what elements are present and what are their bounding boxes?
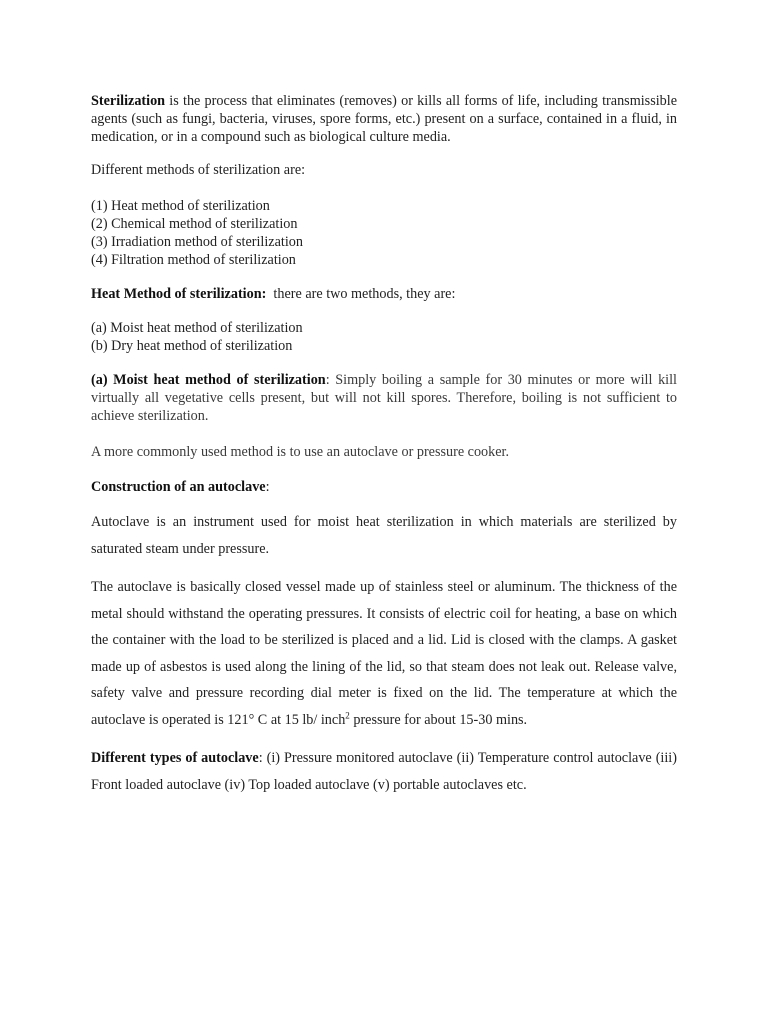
- document-page: [91, 92, 677, 798]
- list-item: (b) Dry heat method of sterilization: [91, 338, 293, 354]
- autoclave-types-text: : (i) Pressure monitored autoclave (ii) Temperature control autoclave (iii) Front loaded autoclave (iv) Top loaded autoclave (v) portable autoclaves etc.: [91, 750, 677, 793]
- list-item: (4) Filtration method of sterilization: [91, 252, 296, 268]
- intro-paragraph: [91, 92, 677, 146]
- heat-method-paragraph: [91, 285, 677, 303]
- moist-heat-text: : Simply boiling a sample for 30 minutes or more will kill virtually all vegetative cells present, but will not kill spores. Therefore, boiling is not sufficient to achieve sterilization.: [91, 372, 677, 424]
- autoclave-types-paragraph: [91, 745, 677, 798]
- list-item: (a) Moist heat method of sterilization: [91, 320, 303, 336]
- construction-heading-line: [91, 478, 677, 496]
- construction-colon: :: [265, 479, 270, 495]
- methods-list: [91, 197, 677, 269]
- list-item: (3) Irradiation method of sterilization: [91, 234, 303, 250]
- heat-method-text: there are two methods, they are:: [266, 286, 456, 302]
- superscript-two: 2: [345, 709, 350, 720]
- autoclave-definition: Autoclave is an instrument used for moist heat sterilization in which materials are sterilized by saturated steam under pressure.: [91, 514, 677, 557]
- autoclave-description-tail: pressure for about 15-30 mins.: [349, 711, 528, 728]
- list-item: (2) Chemical method of sterilization: [91, 216, 298, 232]
- construction-heading: Construction of an autoclave: [91, 479, 266, 495]
- methods-intro: Different methods of sterilization are:: [91, 162, 306, 178]
- intro-text: is the process that eliminates (removes) or kills all forms of life, including transmissible agents (such as fungi, bacteria, viruses, spore forms, etc.) present on a surface, contained in a fluid, in medication, or in a compound such as biological culture media.: [91, 93, 677, 145]
- heat-method-heading: Heat Method of sterilization:: [91, 286, 267, 302]
- autoclave-types-heading: Different types of autoclave: [91, 750, 259, 766]
- intro-term: Sterilization: [91, 93, 166, 109]
- autoclave-intro: A more commonly used method is to use an autoclave or pressure cooker.: [91, 444, 510, 460]
- autoclave-description-text: The autoclave is basically closed vessel made up of stainless steel or aluminum. The thickness of the metal should withstand the operating pressures. It consists of electric coil for heating, a base on which the container with the load to be sterilized is placed and a lid. Lid is closed with the clamps. A gasket made up of asbestos is used along the lining of the lid, so that steam does not leak out. Release valve, safety valve and pressure recording dial meter is fixed on the lid. The temperature at which the autoclave is operated is 121° C at 15 lb/ inch: [91, 579, 677, 728]
- heat-methods-list: [91, 319, 677, 355]
- autoclave-description: [91, 574, 677, 733]
- moist-heat-paragraph: [91, 371, 677, 425]
- list-item: (1) Heat method of sterilization: [91, 198, 270, 214]
- moist-heat-heading: (a) Moist heat method of sterilization: [91, 372, 326, 388]
